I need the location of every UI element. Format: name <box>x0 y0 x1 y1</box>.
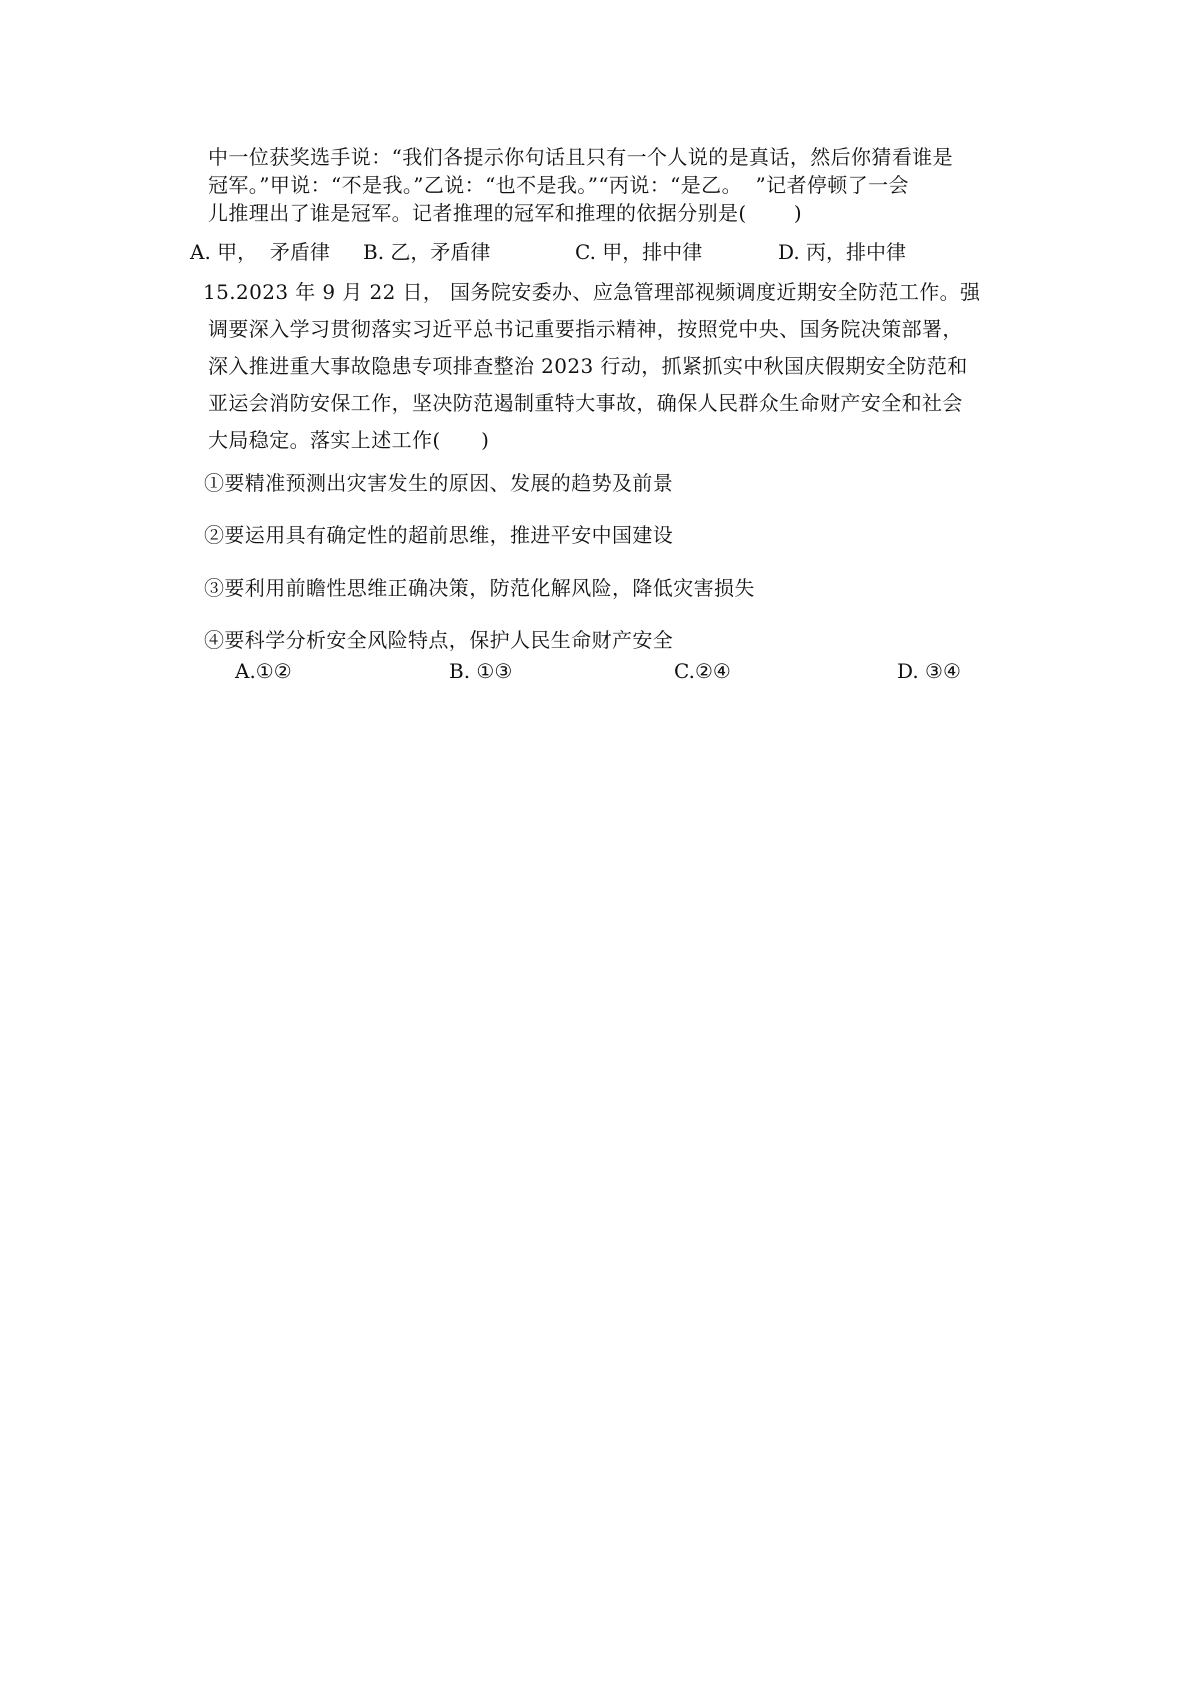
q15-stem-line-5: 大局稳定。落实上述工作( ) <box>208 428 490 452</box>
q15-stem-line-2: 调要深入学习贯彻落实习近平总书记重要指示精神，按照党中央、国务院决策部署， <box>208 317 963 341</box>
q14-stem-line-1: 中一位获奖选手说：“我们各提示你句话且只有一个人说的是真话，然后你猜看谁是 <box>208 145 954 169</box>
q15-statement-2: ②要运用具有确定性的超前思维，推进平安中国建设 <box>204 523 674 547</box>
q15-option-d: D. ③④ <box>897 659 961 683</box>
q15-option-b: B. ①③ <box>449 659 513 683</box>
q14-option-b: B. 乙，矛盾律 <box>363 240 491 264</box>
q15-stem-line-4: 亚运会消防安保工作，坚决防范遏制重特大事故，确保人民群众生命财产安全和社会 <box>208 391 963 415</box>
q15-statement-3: ③要利用前瞻性思维正确决策，防范化解风险，降低灾害损失 <box>204 576 755 600</box>
q15-option-c: C.②④ <box>674 659 731 683</box>
q14-option-a: A. 甲， 矛盾律 <box>190 240 330 264</box>
q14-stem-line-2: 冠军。”甲说：“不是我。”乙说：“也不是我。”“丙说：“是乙。 ”记者停顿了一会 <box>208 173 909 197</box>
q14-option-c: C. 甲，排中律 <box>575 240 703 264</box>
q15-stem-line-3: 深入推进重大事故隐患专项排查整治 2023 行动，抓紧抓实中秋国庆假期安全防范和 <box>208 354 968 378</box>
q15-stem-line-1: 15.2023 年 9 月 22 日， 国务院安委办、应急管理部视频调度近期安全防范工作。强 <box>203 280 981 304</box>
q14-option-d: D. 丙，排中律 <box>778 240 907 264</box>
q15-statement-4: ④要科学分析安全风险特点，保护人民生命财产安全 <box>204 628 674 652</box>
q15-option-a: A.①② <box>235 659 292 683</box>
q14-stem-line-3: 儿推理出了谁是冠军。记者推理的冠军和推理的依据分别是( ) <box>208 201 803 225</box>
q15-statement-1: ①要精准预测出灾害发生的原因、发展的趋势及前景 <box>204 471 674 495</box>
